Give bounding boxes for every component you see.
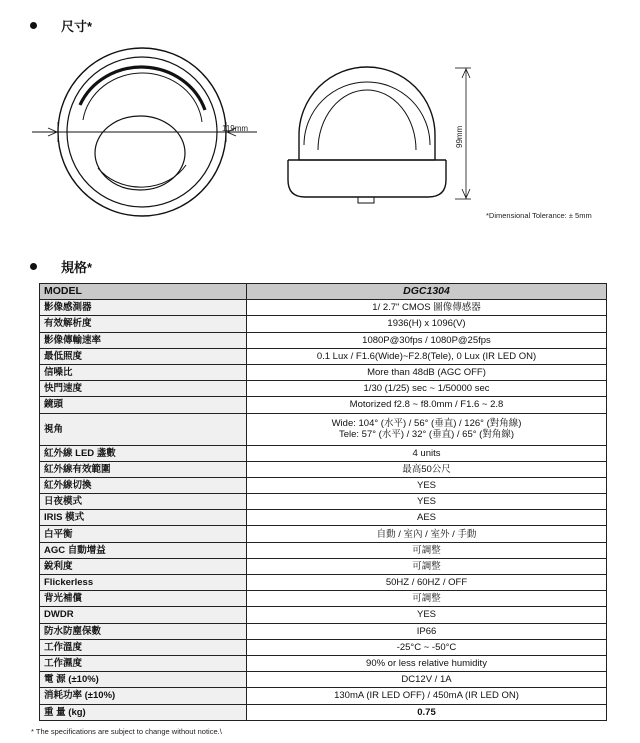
- spec-value: More than 48dB (AGC OFF): [247, 364, 607, 380]
- spec-key: 鏡頭: [40, 397, 247, 413]
- spec-row: [40, 591, 607, 607]
- spec-key: IRIS 模式: [40, 510, 247, 526]
- spec-key: Flickerless: [40, 575, 247, 591]
- header-key: MODEL: [40, 284, 247, 300]
- spec-value: 1/ 2.7" CMOS 圖像傳感器: [247, 300, 607, 316]
- spec-row: [40, 381, 607, 397]
- spec-key: 防水防塵保數: [40, 623, 247, 639]
- spec-value: 90% or less relative humidity: [247, 655, 607, 671]
- bullet-icon: [30, 263, 37, 270]
- spec-key: 工作溫度: [40, 639, 247, 655]
- bullet-icon: [30, 22, 37, 29]
- header-model: DGC1304: [247, 284, 607, 300]
- footnote: * The specifications are subject to change without notice.\: [31, 727, 222, 736]
- spec-row: [40, 526, 607, 542]
- view-angle-wide: Wide: 104° (水平) / 56° (垂直) / 126° (對角線): [331, 418, 522, 429]
- spec-value: 可調整: [247, 558, 607, 574]
- spec-value: 130mA (IR LED OFF) / 450mA (IR LED ON): [247, 688, 607, 704]
- spec-row: [40, 623, 607, 639]
- spec-value: 50HZ / 60HZ / OFF: [247, 575, 607, 591]
- spec-row: [40, 542, 607, 558]
- dimension-drawing: [0, 40, 640, 235]
- spec-value: 最高50公尺: [247, 461, 607, 477]
- spec-row: [40, 348, 607, 364]
- spec-key: 電 源 (±10%): [40, 672, 247, 688]
- spec-value: IP66: [247, 623, 607, 639]
- spec-value: 0.1 Lux / F1.6(Wide)~F2.8(Tele), 0 Lux (IR LED ON): [247, 348, 607, 364]
- spec-row: [40, 300, 607, 316]
- spec-key: 白平衡: [40, 526, 247, 542]
- spec-row: [40, 316, 607, 332]
- spec-key: 影像感測器: [40, 300, 247, 316]
- diameter-label: 119mm: [222, 124, 249, 133]
- spec-value: DC12V / 1A: [247, 672, 607, 688]
- spec-key: 有效解析度: [40, 316, 247, 332]
- section-dimensions-title: 尺寸*: [61, 19, 93, 34]
- spec-value: 1936(H) x 1096(V): [247, 316, 607, 332]
- spec-table: [39, 283, 607, 721]
- spec-value: 1080P@30fps / 1080P@25fps: [247, 332, 607, 348]
- section-specs-heading: [30, 257, 92, 276]
- spec-row: [40, 397, 607, 413]
- spec-value: 1/30 (1/25) sec ~ 1/50000 sec: [247, 381, 607, 397]
- spec-key: 紅外線 LED 盞數: [40, 445, 247, 461]
- spec-row: [40, 510, 607, 526]
- spec-row: [40, 332, 607, 348]
- spec-key: 信噪比: [40, 364, 247, 380]
- spec-row: [40, 477, 607, 493]
- side-view: [288, 67, 471, 203]
- spec-row: [40, 655, 607, 671]
- height-label: 99mm: [455, 125, 464, 148]
- spec-header-row: [40, 284, 607, 300]
- spec-key: AGC 自動增益: [40, 542, 247, 558]
- spec-value: YES: [247, 607, 607, 623]
- spec-row: [40, 607, 607, 623]
- spec-key: 消耗功率 (±10%): [40, 688, 247, 704]
- spec-row: [40, 704, 607, 720]
- spec-value: YES: [247, 494, 607, 510]
- spec-row: [40, 672, 607, 688]
- spec-key: 紅外線切換: [40, 477, 247, 493]
- spec-key: DWDR: [40, 607, 247, 623]
- dimensional-tolerance-note: *Dimensional Tolerance: ± 5mm: [486, 211, 592, 220]
- spec-key: 工作濕度: [40, 655, 247, 671]
- spec-key: 銳利度: [40, 558, 247, 574]
- spec-row: [40, 461, 607, 477]
- spec-key: 重 量 (kg): [40, 704, 247, 720]
- view-angle-tele: Tele: 57° (水平) / 32° (垂直) / 65° (對角線): [338, 429, 515, 440]
- spec-value: Motorized f2.8 ~ f8.0mm / F1.6 ~ 2.8: [247, 397, 607, 413]
- spec-key: 快門速度: [40, 381, 247, 397]
- spec-value: 4 units: [247, 445, 607, 461]
- spec-row: [40, 639, 607, 655]
- section-dimensions-heading: [30, 16, 92, 35]
- spec-value: AES: [247, 510, 607, 526]
- spec-key: 背光補償: [40, 591, 247, 607]
- spec-row: [40, 364, 607, 380]
- spec-row: [40, 445, 607, 461]
- spec-key: 日夜模式: [40, 494, 247, 510]
- spec-value: -25°C ~ -50°C: [247, 639, 607, 655]
- spec-value: 0.75: [247, 704, 607, 720]
- spec-value: 可調整: [247, 542, 607, 558]
- spec-key: 紅外線有效範圍: [40, 461, 247, 477]
- spec-row: [40, 494, 607, 510]
- spec-value: [247, 413, 607, 445]
- spec-value: 自動 / 室內 / 室外 / 手動: [247, 526, 607, 542]
- spec-key: 視角: [40, 413, 247, 445]
- spec-row: [40, 688, 607, 704]
- spec-row: [40, 558, 607, 574]
- spec-value: 可調整: [247, 591, 607, 607]
- spec-row: [40, 575, 607, 591]
- section-specs-title: 規格*: [61, 260, 93, 275]
- spec-key: 影像傳輸速率: [40, 332, 247, 348]
- spec-key: 最低照度: [40, 348, 247, 364]
- spec-row: [40, 413, 607, 445]
- spec-value: YES: [247, 477, 607, 493]
